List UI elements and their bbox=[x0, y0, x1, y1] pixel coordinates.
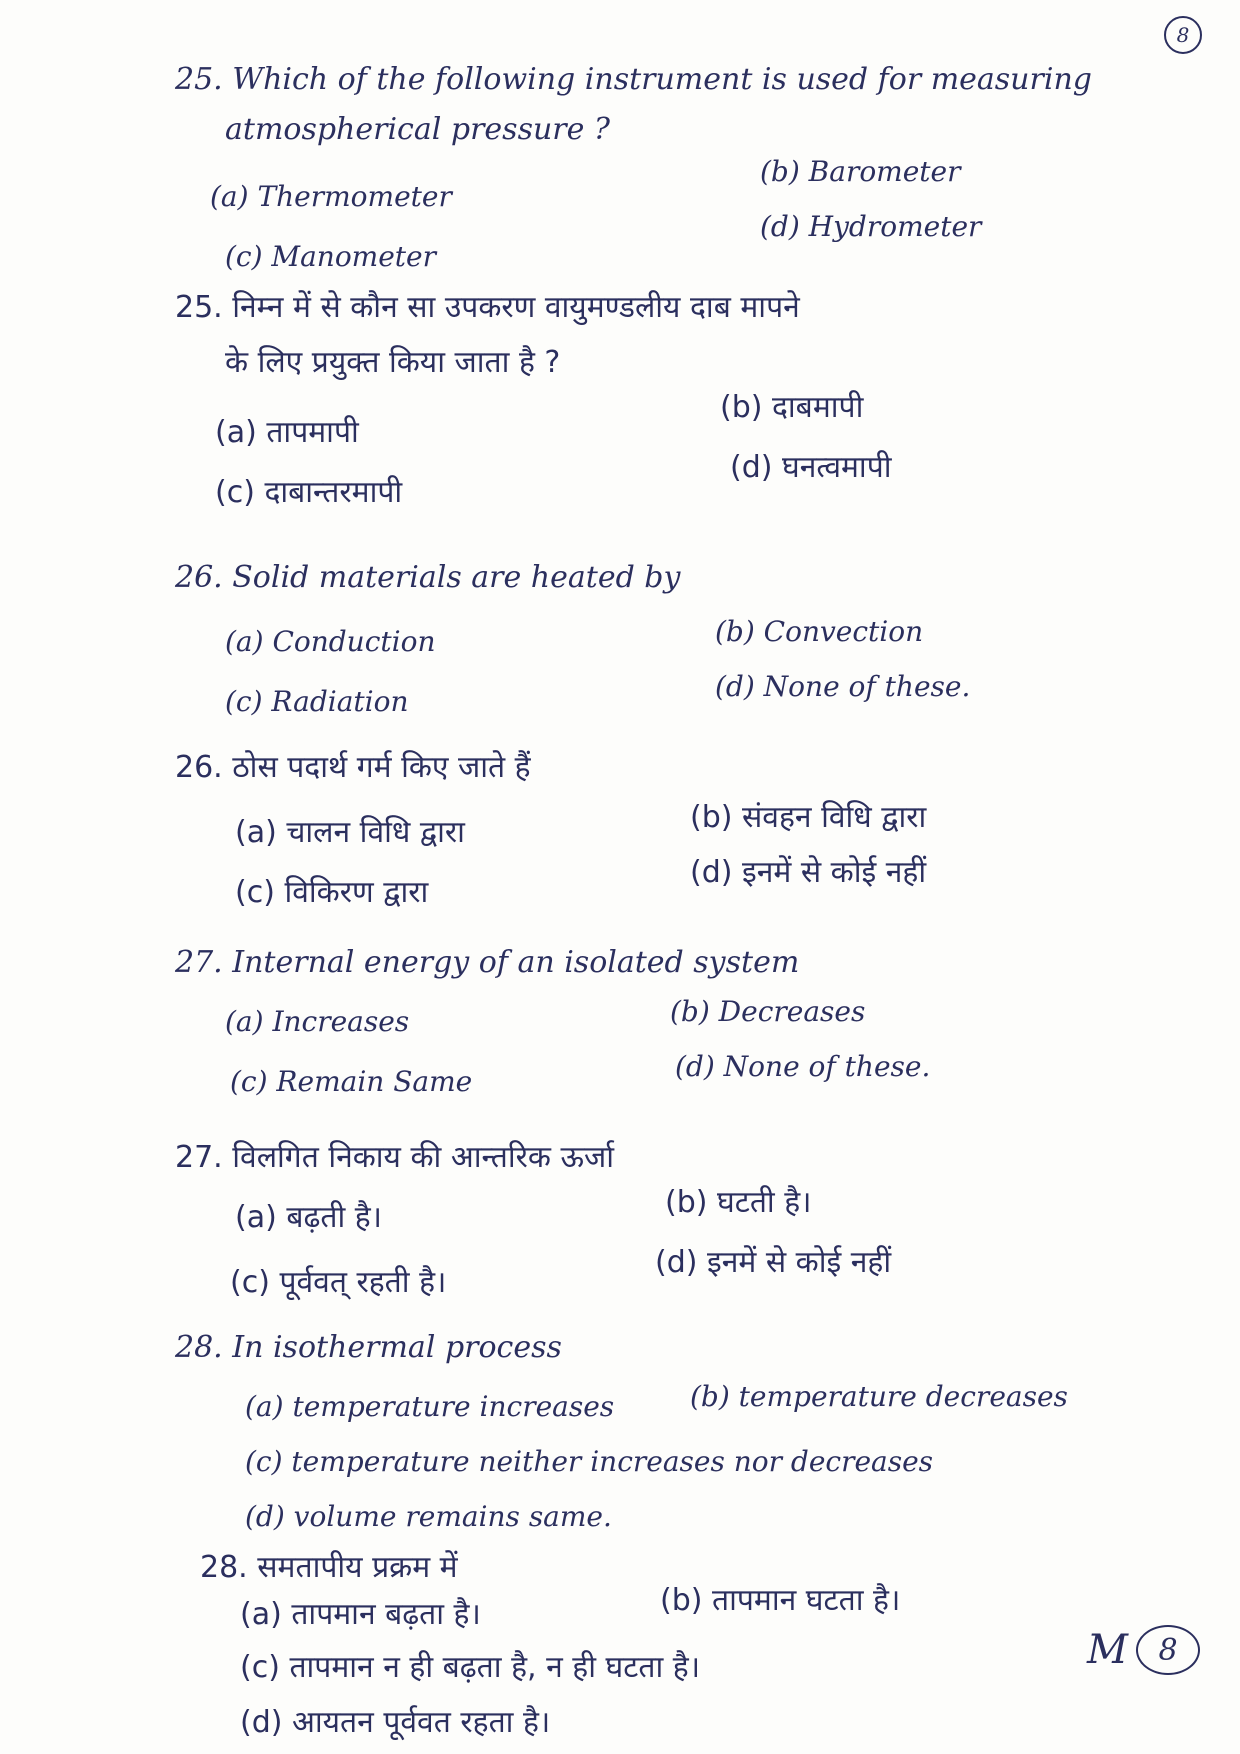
q27-hi-option-d: (d) इनमें से कोई नहीं bbox=[655, 1245, 892, 1280]
q27-hi-option-b: (b) घटती है। bbox=[665, 1185, 812, 1220]
question-25-hi-line2: के लिए प्रयुक्त किया जाता है ? bbox=[225, 345, 561, 380]
q26-hi-option-a: (a) चालन विधि द्वारा bbox=[235, 815, 465, 850]
question-27-hi-line1: 27. विलगित निकाय की आन्तरिक ऊर्जा bbox=[175, 1140, 615, 1175]
q25-en-option-c: (c) Manometer bbox=[225, 240, 437, 273]
q27-hi-option-c: (c) पूर्ववत् रहती है। bbox=[230, 1265, 447, 1300]
q27-en-option-a: (a) Increases bbox=[225, 1005, 410, 1038]
q26-en-option-b: (b) Convection bbox=[715, 615, 924, 648]
examiner-signature bbox=[1087, 1625, 1200, 1675]
q25-en-option-a: (a) Thermometer bbox=[210, 180, 452, 213]
signature-circled-number: 8 bbox=[1136, 1625, 1200, 1675]
q28-en-option-c: (c) temperature neither increases nor decreases bbox=[245, 1445, 934, 1478]
q28-en-option-b: (b) temperature decreases bbox=[690, 1380, 1068, 1413]
q28-en-option-a: (a) temperature increases bbox=[245, 1390, 615, 1423]
q26-en-option-a: (a) Conduction bbox=[225, 625, 436, 658]
q27-en-option-b: (b) Decreases bbox=[670, 995, 866, 1028]
question-27-en-line1: 27. Internal energy of an isolated system bbox=[175, 945, 800, 980]
q26-hi-option-d: (d) इनमें से कोई नहीं bbox=[690, 855, 927, 890]
q26-hi-option-c: (c) विकिरण द्वारा bbox=[235, 875, 429, 910]
question-28-hi-line1: 28. समतापीय प्रक्रम में bbox=[200, 1550, 458, 1585]
q25-hi-option-c: (c) दाबान्तरमापी bbox=[215, 475, 403, 510]
page-number: 8 bbox=[1164, 16, 1202, 54]
q26-en-option-c: (c) Radiation bbox=[225, 685, 409, 718]
q25-hi-option-a: (a) तापमापी bbox=[215, 415, 359, 450]
q28-hi-option-a: (a) तापमान बढ़ता है। bbox=[240, 1597, 481, 1632]
q28-hi-option-b: (b) तापमान घटता है। bbox=[660, 1583, 901, 1618]
q27-en-option-d: (d) None of these. bbox=[675, 1050, 931, 1083]
q26-en-option-d: (d) None of these. bbox=[715, 670, 971, 703]
question-25-en-line2: atmospherical pressure ? bbox=[225, 112, 611, 147]
q25-hi-option-d: (d) घनत्वमापी bbox=[730, 450, 892, 485]
q28-hi-option-c: (c) तापमान न ही बढ़ता है, न ही घटता है। bbox=[240, 1650, 701, 1685]
q27-en-option-c: (c) Remain Same bbox=[230, 1065, 473, 1098]
question-26-en-line1: 26. Solid materials are heated by bbox=[175, 560, 681, 595]
q26-hi-option-b: (b) संवहन विधि द्वारा bbox=[690, 800, 927, 835]
signature-initial: M bbox=[1087, 1627, 1128, 1673]
q28-hi-option-d: (d) आयतन पूर्ववत रहता है। bbox=[240, 1705, 551, 1740]
question-26-hi-line1: 26. ठोस पदार्थ गर्म किए जाते हैं bbox=[175, 750, 531, 785]
q27-hi-option-a: (a) बढ़ती है। bbox=[235, 1200, 383, 1235]
question-25-en-line1: 25. Which of the following instrument is used for measuring bbox=[175, 62, 1092, 97]
question-25-hi-line1: 25. निम्न में से कौन सा उपकरण वायुमण्डलीय दाब मापने bbox=[175, 290, 800, 325]
q25-hi-option-b: (b) दाबमापी bbox=[720, 390, 864, 425]
question-28-en-line1: 28. In isothermal process bbox=[175, 1330, 562, 1365]
q25-en-option-d: (d) Hydrometer bbox=[760, 210, 982, 243]
q28-en-option-d: (d) volume remains same. bbox=[245, 1500, 612, 1533]
q25-en-option-b: (b) Barometer bbox=[760, 155, 961, 188]
